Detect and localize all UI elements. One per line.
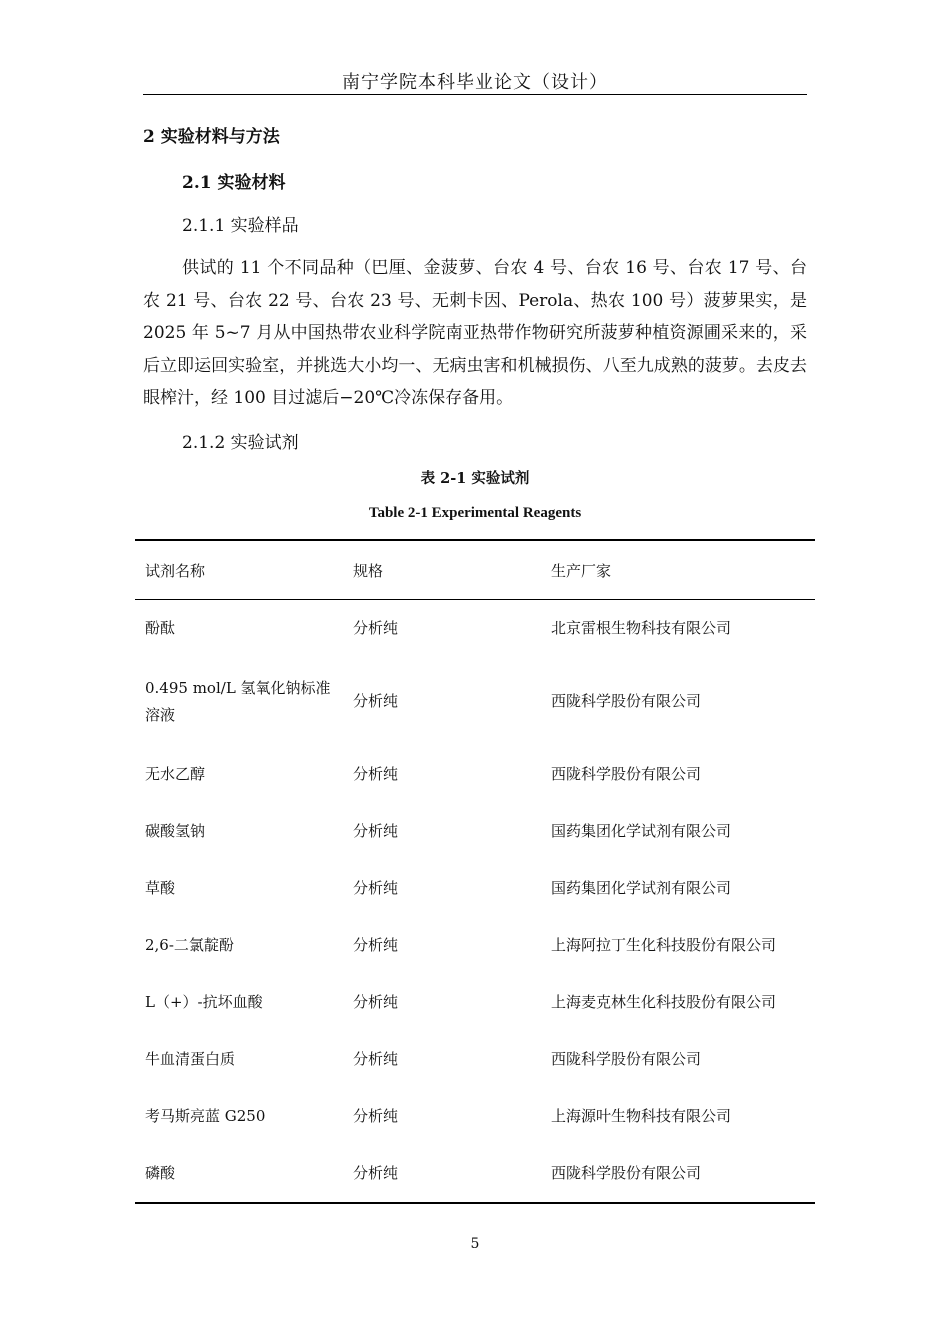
reagent-name: 牛血清蛋白质 xyxy=(145,1050,236,1068)
reagent-grade: 分析纯 xyxy=(353,879,399,897)
table-caption-cn: 表 2-1 实验试剂 xyxy=(420,470,530,487)
table-row xyxy=(135,746,815,803)
table-row xyxy=(135,657,815,746)
reagent-manufacturer: 北京雷根生物科技有限公司 xyxy=(551,619,732,637)
table-row xyxy=(135,974,815,1031)
subsubsection-heading-samples: 2.1.1 实验样品 xyxy=(182,216,299,236)
page-number: 5 xyxy=(470,1236,480,1252)
reagent-name: 磷酸 xyxy=(145,1164,176,1182)
reagent-grade: 分析纯 xyxy=(353,765,399,783)
reagent-manufacturer: 西陇科学股份有限公司 xyxy=(551,1164,702,1182)
subsection-heading: 2.1 实验材料 xyxy=(182,173,286,193)
reagent-name: L（+）-抗坏血酸 xyxy=(145,993,263,1011)
reagent-manufacturer: 西陇科学股份有限公司 xyxy=(551,692,702,710)
reagent-grade: 分析纯 xyxy=(353,1164,399,1182)
reagent-manufacturer: 西陇科学股份有限公司 xyxy=(551,765,702,783)
subsubsection-heading-reagents: 2.1.2 实验试剂 xyxy=(182,433,299,453)
section-heading: 2 实验材料与方法 xyxy=(143,127,280,147)
reagent-name: 2,6-二氯靛酚 xyxy=(145,936,234,954)
header-rule xyxy=(143,94,807,95)
reagent-grade: 分析纯 xyxy=(353,936,399,954)
reagent-manufacturer: 国药集团化学试剂有限公司 xyxy=(551,879,732,897)
reagent-grade: 分析纯 xyxy=(353,993,399,1011)
column-header-name: 试剂名称 xyxy=(135,540,343,600)
reagent-manufacturer: 上海阿拉丁生化科技股份有限公司 xyxy=(551,936,777,954)
reagent-name: 碳酸氢钠 xyxy=(145,822,206,840)
running-header: 南宁学院本科毕业论文（设计） xyxy=(342,72,608,93)
table-caption-en: Table 2-1 Experimental Reagents xyxy=(368,505,582,521)
reagent-grade: 分析纯 xyxy=(353,1050,399,1068)
column-header-manufacturer: 生产厂家 xyxy=(541,540,815,600)
samples-paragraph: 供试的 11 个不同品种（巴厘、金菠萝、台农 4 号、台农 16 号、台农 17 号、台农 21 号、台农 22 号、台农 23 号、无刺卡因、Perola、热农 100 号）菠萝果实，是 2025 年 5~7 月从中国热带农业科学院南亚热带作物研究所菠萝种植资源圃采来的，采后立即运回实验室，并挑选大小均一、无病虫害和机械损伤、八至九成熟的菠萝。去皮去眼榨汁，经 100 目过滤后−20℃冷冻保存备用。 xyxy=(143,258,807,409)
reagent-name: 0.495 mol/L 氢氧化钠标准溶液 xyxy=(145,678,331,724)
reagent-name: 草酸 xyxy=(145,879,176,897)
reagent-grade: 分析纯 xyxy=(353,692,399,710)
table-row xyxy=(135,1088,815,1145)
reagent-grade: 分析纯 xyxy=(353,619,399,637)
reagent-manufacturer: 国药集团化学试剂有限公司 xyxy=(551,822,732,840)
reagent-name: 考马斯亮蓝 G250 xyxy=(145,1107,266,1125)
table-row xyxy=(135,1145,815,1203)
reagent-grade: 分析纯 xyxy=(353,1107,399,1125)
table-row xyxy=(135,860,815,917)
table-row xyxy=(135,917,815,974)
column-header-grade: 规格 xyxy=(343,540,541,600)
reagent-manufacturer: 上海麦克林生化科技股份有限公司 xyxy=(551,993,777,1011)
table-row xyxy=(135,803,815,860)
reagent-manufacturer: 西陇科学股份有限公司 xyxy=(551,1050,702,1068)
reagent-manufacturer: 上海源叶生物科技有限公司 xyxy=(551,1107,732,1125)
table-row xyxy=(135,600,815,658)
table-header-row xyxy=(135,540,815,600)
reagent-grade: 分析纯 xyxy=(353,822,399,840)
reagents-table xyxy=(135,539,815,1204)
reagent-name: 酚酞 xyxy=(145,619,176,637)
table-row xyxy=(135,1031,815,1088)
reagent-name: 无水乙醇 xyxy=(145,765,206,783)
